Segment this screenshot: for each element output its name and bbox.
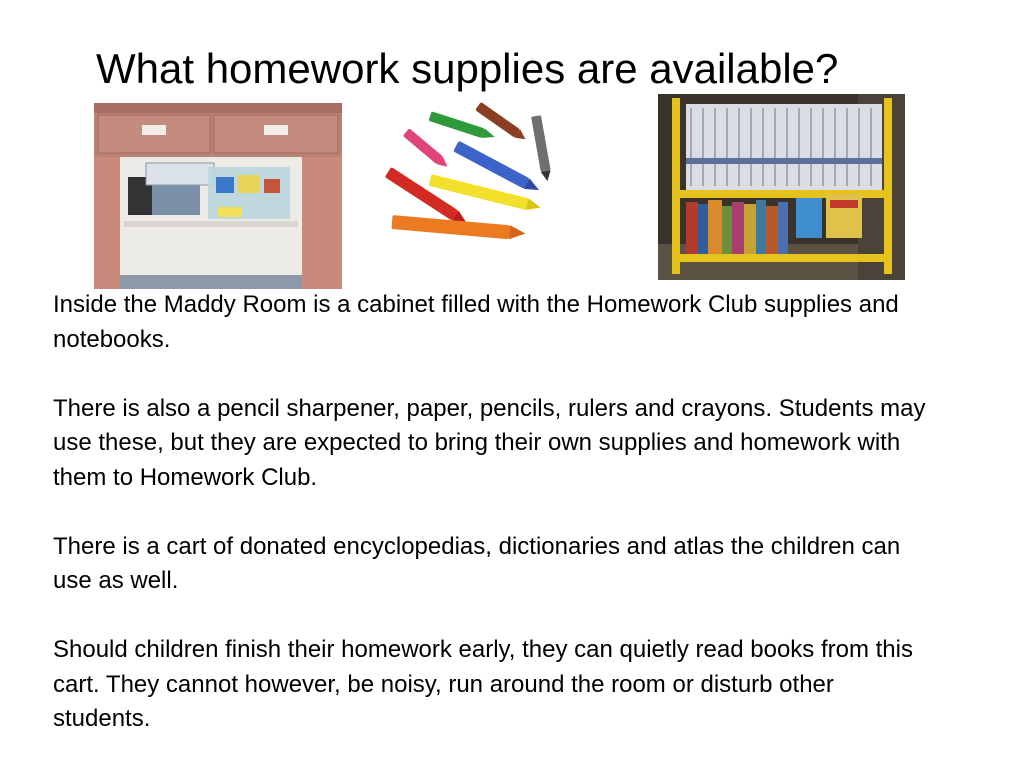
paragraph-supplies: There is also a pencil sharpener, paper, pencils, rulers and crayons. Students may use these, but they are expected to bring their own supplies and homework with them to Homework Club. xyxy=(53,394,926,491)
crayons-photo xyxy=(374,94,564,282)
body-text xyxy=(53,288,933,737)
book-cart-photo xyxy=(658,94,905,280)
paragraph-book-cart: There is a cart of donated encyclopedias, dictionaries and atlas the children can use as well. xyxy=(53,532,901,594)
slide-title: What homework supplies are available? xyxy=(96,45,839,92)
paragraph-cabinet: Inside the Maddy Room is a cabinet filled with the Homework Club supplies and notebooks. xyxy=(53,291,899,353)
paragraph-early-finish: Should children finish their homework early, they can quietly read books from this cart. They cannot however, be noisy, run around the room or disturb other students. xyxy=(53,636,913,732)
cabinet-photo xyxy=(94,103,342,289)
